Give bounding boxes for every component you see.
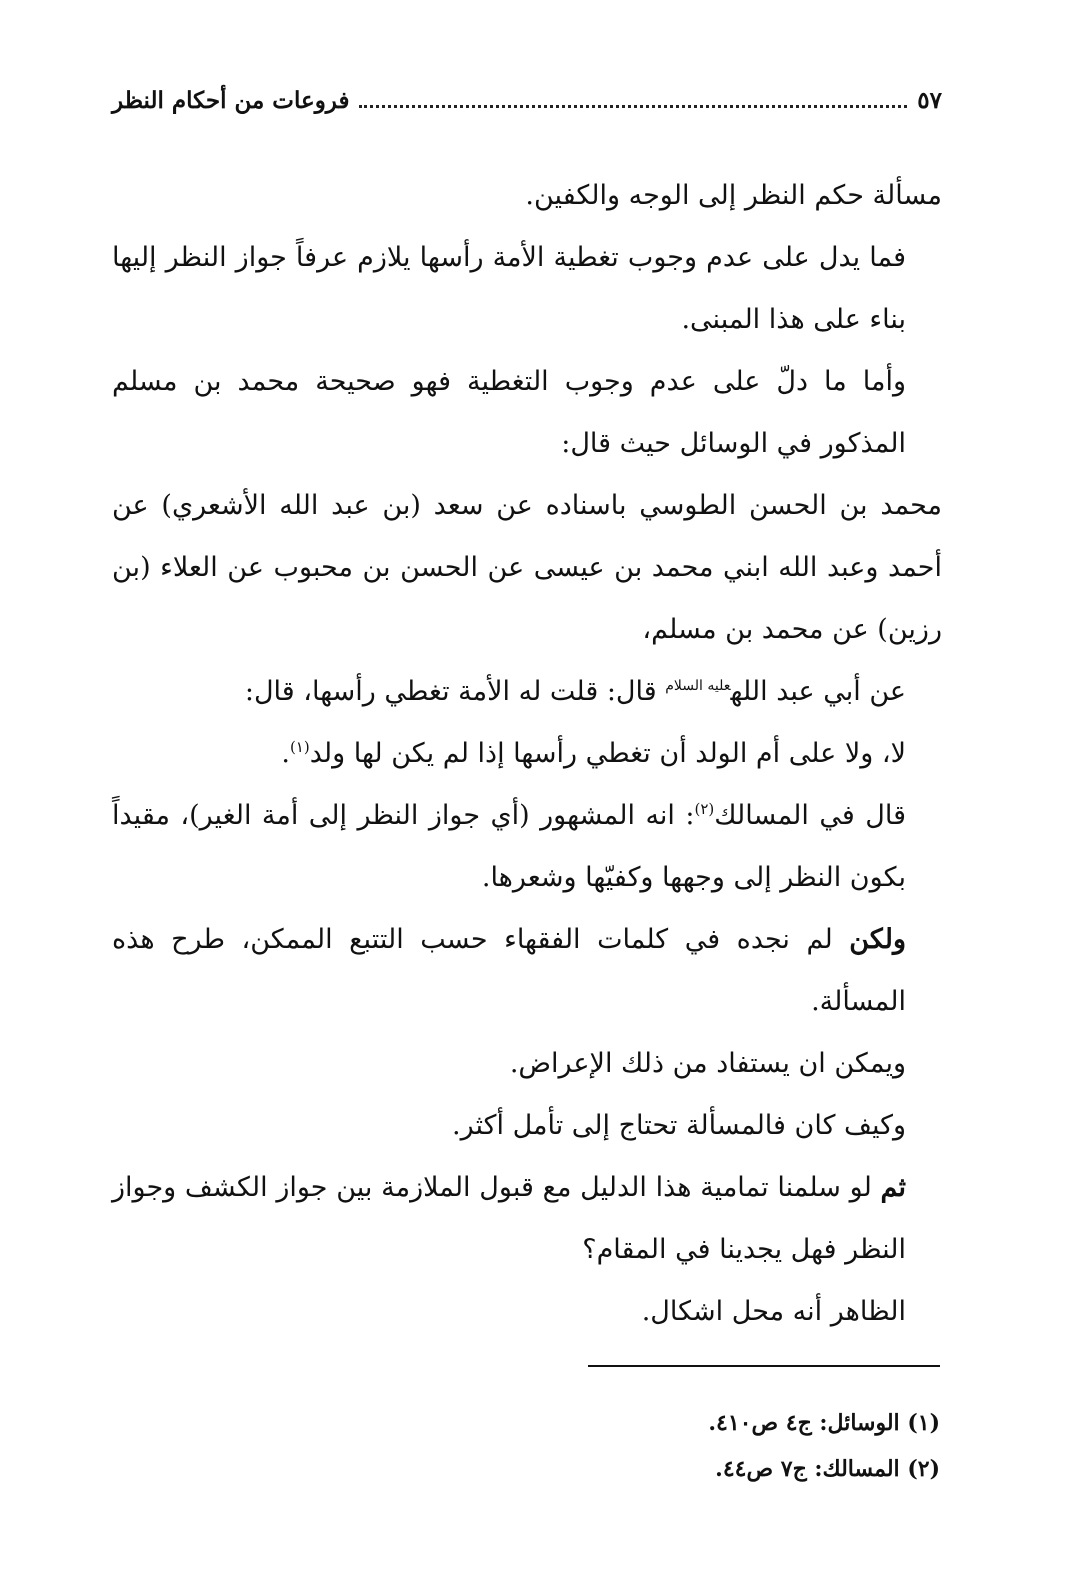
paragraph-text: مسألة حكم النظر إلى الوجه والكفين. bbox=[525, 180, 942, 211]
footnote-number: (٢) bbox=[907, 1456, 940, 1482]
paragraph-text: قال في المسالك bbox=[714, 800, 906, 831]
footnote-ref[interactable]: (١) bbox=[289, 738, 310, 756]
footnote-ref[interactable]: (٢) bbox=[694, 800, 715, 818]
hadith-answer bbox=[112, 723, 942, 785]
paragraph-text: فما يدل على عدم وجوب تغطية الأمة رأسها يلازم عرفاً جواز النظر إليها بناء على هذا المبنى. bbox=[112, 242, 906, 335]
paragraph-text: لم نجده في كلمات الفقهاء حسب التتبع الممكن، طرح هذه المسألة. bbox=[112, 924, 906, 1017]
header-dot-leader bbox=[359, 93, 907, 108]
paragraph bbox=[112, 351, 942, 475]
paragraph bbox=[112, 785, 942, 909]
paragraph bbox=[112, 1033, 942, 1095]
paragraph-text: عن أبي عبد الله bbox=[730, 676, 906, 707]
paragraph-text: : انه المشهور (أي جواز النظر إلى أمة الغير)، مقيداً بكون النظر إلى وجهها وكفيّها وشعرها. bbox=[112, 800, 906, 893]
paragraph-text: محمد بن الحسن الطوسي باسناده عن سعد (بن عبد الله الأشعري) عن أحمد وعبد الله ابني محمد بن عيسى عن الحسن بن محبوب عن العلاء (بن رزين) عن محمد بن مسلم، bbox=[112, 490, 942, 645]
paragraph bbox=[112, 909, 942, 1033]
footnotes bbox=[560, 1400, 940, 1492]
paragraph bbox=[112, 227, 942, 351]
hadith-chain bbox=[112, 475, 942, 661]
paragraph bbox=[112, 1281, 942, 1343]
emphasis-word: ثم bbox=[880, 1172, 906, 1203]
paragraph-text: ويمكن ان يستفاد من ذلك الإعراض. bbox=[509, 1048, 906, 1079]
main-text bbox=[112, 165, 942, 1343]
paragraph-text: لا، ولا على أم الولد أن تغطي رأسها إذا لم يكن لها ولد bbox=[309, 738, 906, 769]
honorific-mark: عليه السلام bbox=[665, 678, 731, 694]
hadith-question bbox=[112, 661, 942, 723]
footnote-text: الوسائل: ج٤ ص٤١٠. bbox=[708, 1410, 900, 1436]
paragraph bbox=[112, 165, 942, 227]
paragraph-text: لو سلمنا تمامية هذا الدليل مع قبول الملازمة بين جواز الكشف وجواز النظر فهل يجدينا في المقام؟ bbox=[112, 1172, 906, 1265]
emphasis-word: ولكن bbox=[849, 924, 906, 955]
paragraph-text: الظاهر أنه محل اشكال. bbox=[641, 1296, 906, 1327]
footnote-text: المسالك: ج٧ ص٤٤. bbox=[715, 1456, 900, 1482]
running-title: فروعات من أحكام النظر bbox=[112, 86, 350, 114]
footnote-number: (١) bbox=[907, 1410, 940, 1436]
paragraph-text: قال: قلت له الأمة تغطي رأسها، قال: bbox=[244, 676, 666, 707]
paragraph bbox=[112, 1095, 942, 1157]
footnote bbox=[560, 1446, 940, 1492]
page-number: ٥٧ bbox=[917, 86, 942, 114]
page-header bbox=[112, 80, 942, 120]
paragraph-text: وأما ما دلّ على عدم وجوب التغطية فهو صحيحة محمد بن مسلم المذكور في الوسائل حيث قال: bbox=[112, 366, 906, 459]
footnote-separator bbox=[588, 1365, 940, 1367]
footnote bbox=[560, 1400, 940, 1446]
paragraph bbox=[112, 1157, 942, 1281]
paragraph-text: . bbox=[281, 738, 290, 769]
paragraph-text: وكيف كان فالمسألة تحتاج إلى تأمل أكثر. bbox=[452, 1110, 906, 1141]
